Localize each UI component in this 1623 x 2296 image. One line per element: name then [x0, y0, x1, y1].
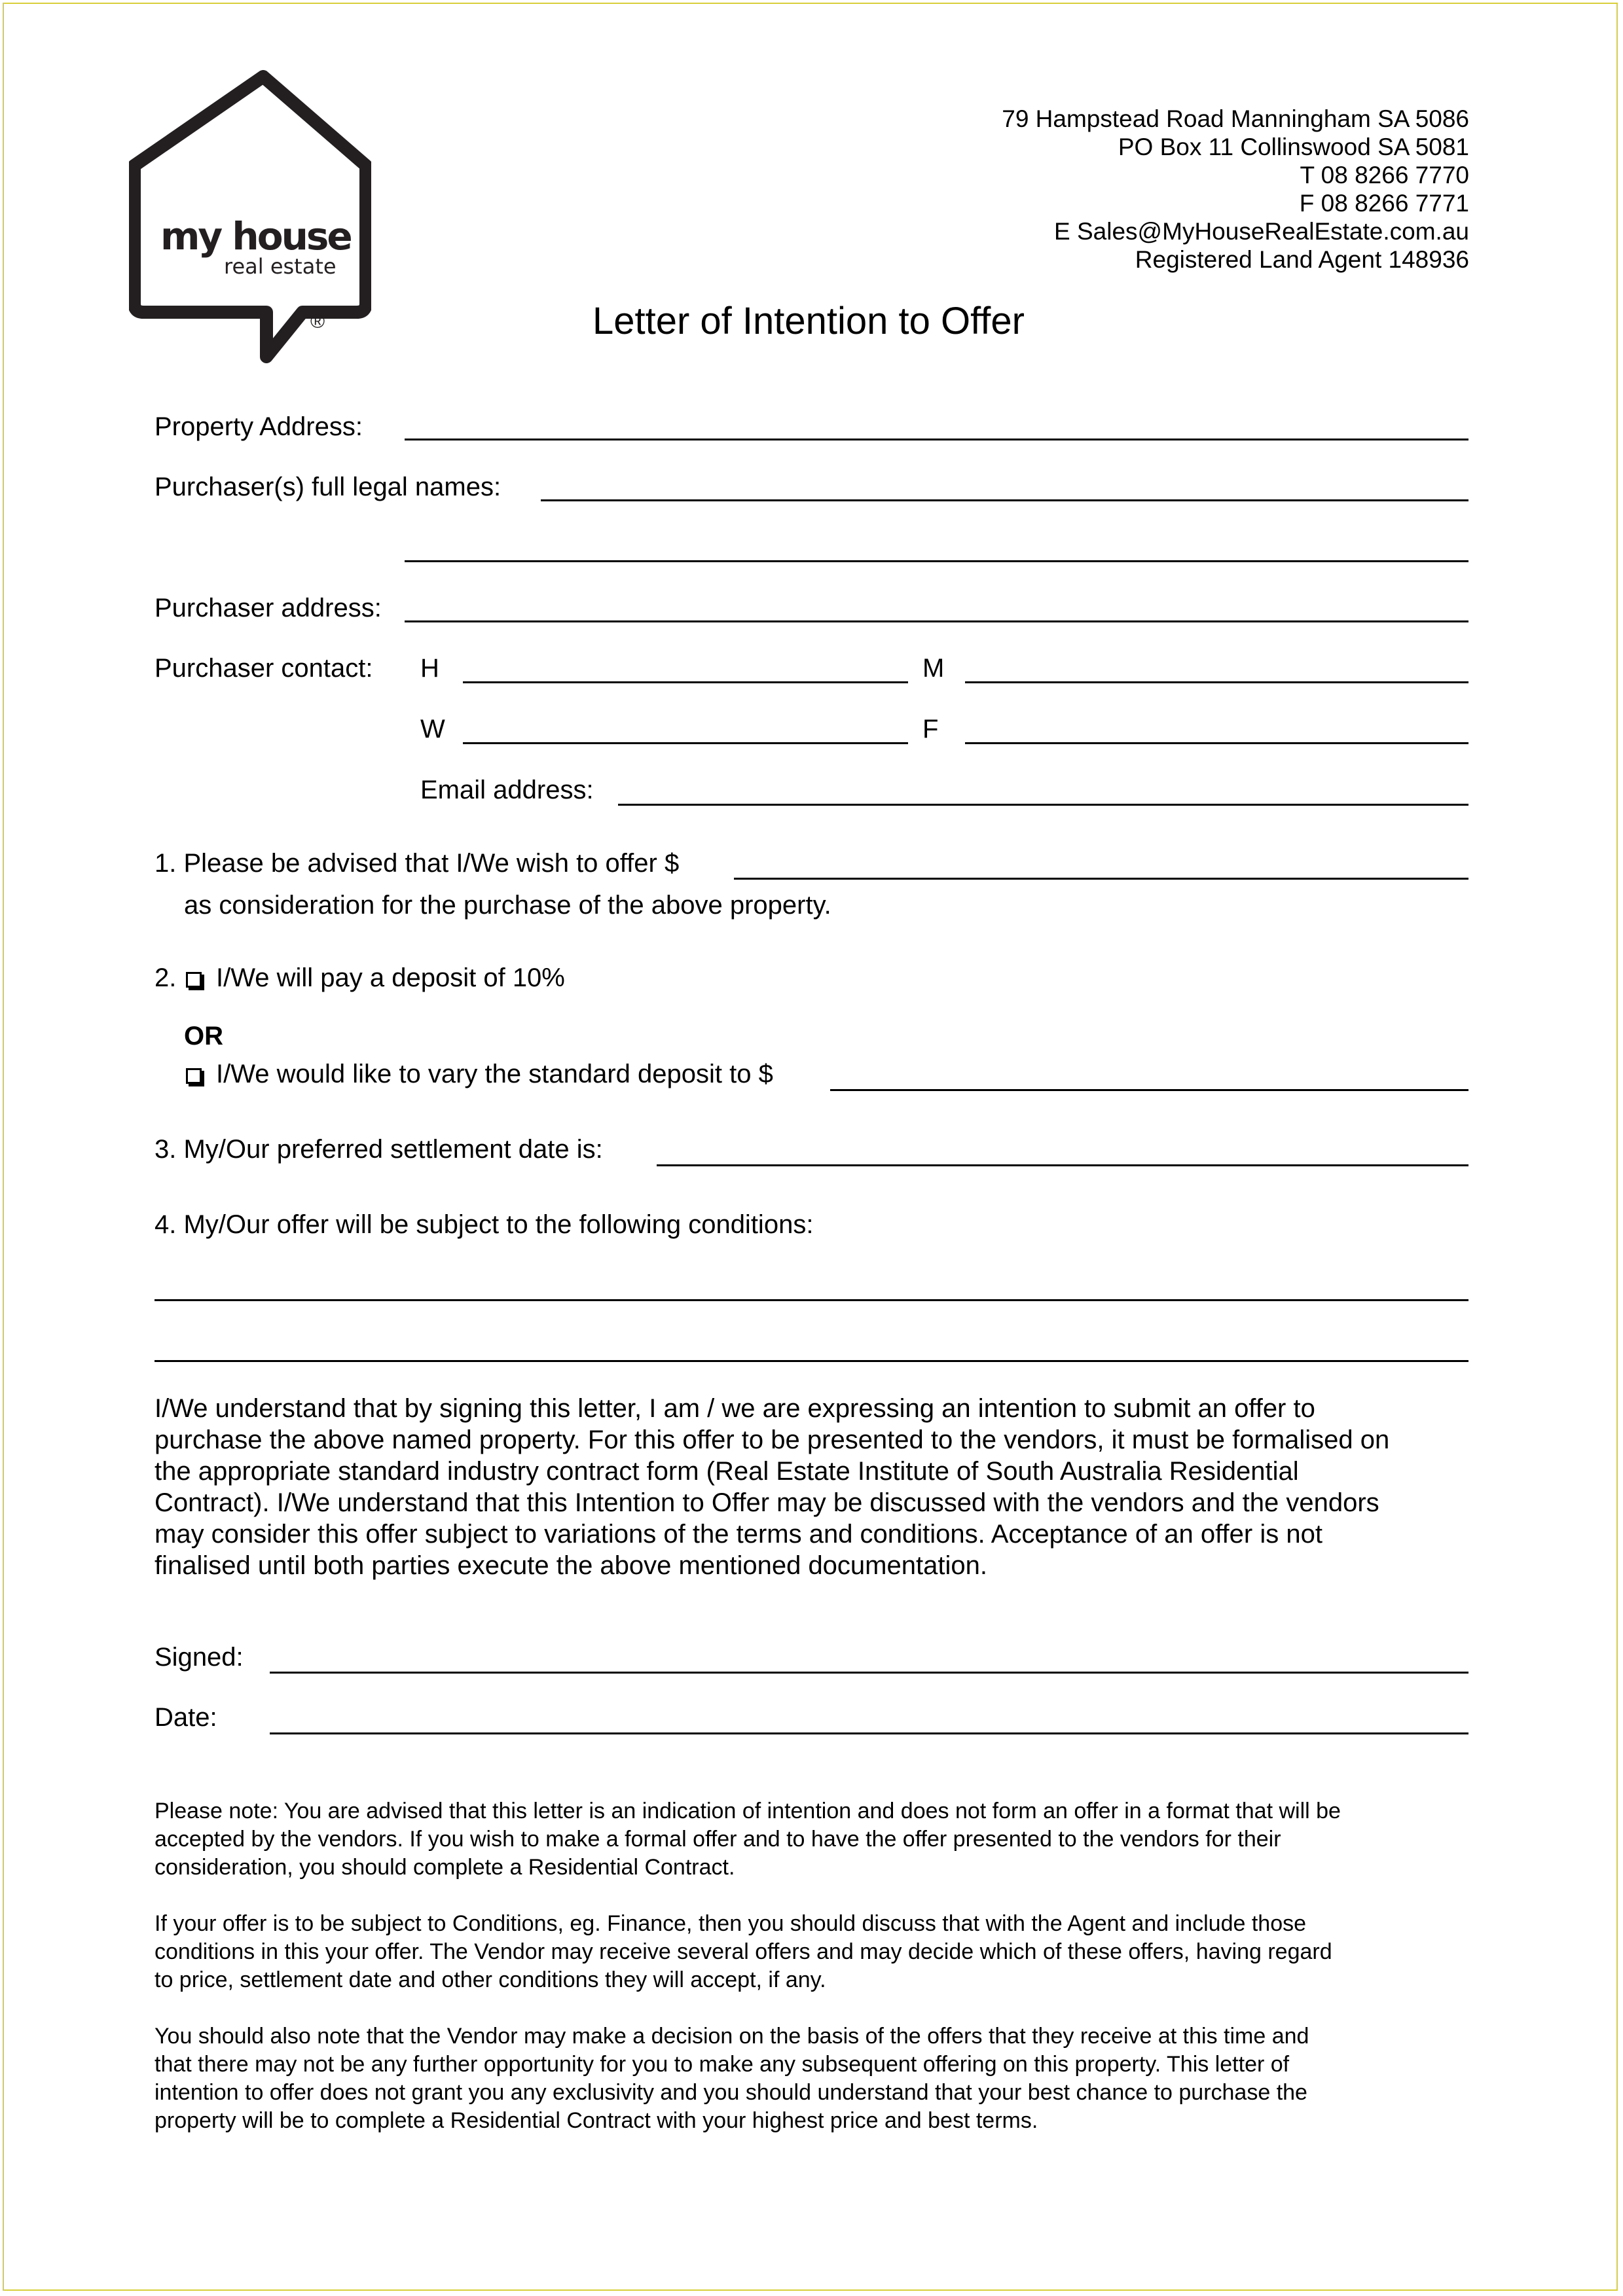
- note-line: that there may not be any further opportunity for you to make any subsequent offering on this property. This letter of: [155, 2052, 1290, 2077]
- note-line: If your offer is to be subject to Conditions, eg. Finance, then you should discuss that with the Agent and include those: [155, 1911, 1307, 1936]
- deposit-option-standard-label: I/We will pay a deposit of 10%: [216, 963, 565, 992]
- declaration-line: may consider this offer subject to variations of the terms and conditions. Acceptance of an offer is not: [155, 1520, 1322, 1549]
- note-paragraph-2: [155, 1910, 1332, 1994]
- settlement-date-label: 3. My/Our preferred settlement date is:: [155, 1135, 603, 1164]
- property-address-field[interactable]: [405, 439, 1468, 440]
- contact-po-box: PO Box 11 Collinswood SA 5081: [1118, 134, 1469, 160]
- note-line: Please note: You are advised that this letter is an indication of intention and does not form an offer in a format that will be: [155, 1799, 1341, 1823]
- declaration-line: finalised until both parties execute the above mentioned documentation.: [155, 1551, 987, 1580]
- mobile-phone-field[interactable]: [965, 681, 1468, 683]
- contact-agent: Registered Land Agent 148936: [1135, 246, 1469, 273]
- deposit-item-number: 2.: [155, 963, 177, 992]
- note-line: property will be to complete a Residential Contract with your highest price and best terms.: [155, 2108, 1038, 2133]
- checkbox-icon[interactable]: [186, 1068, 202, 1084]
- contact-fax: F 08 8266 7771: [1299, 190, 1469, 217]
- note-line: consideration, you should complete a Residential Contract.: [155, 1855, 735, 1880]
- registered-mark: ®: [310, 311, 325, 332]
- offer-amount-field[interactable]: [734, 878, 1468, 880]
- fax-label: F: [922, 715, 939, 744]
- deposit-option-vary[interactable]: [186, 1061, 773, 1087]
- purchaser-address-label: Purchaser address:: [155, 594, 382, 622]
- offer-amount-continuation: as consideration for the purchase of the above property.: [184, 891, 831, 920]
- offer-amount-label: 1. Please be advised that I/We wish to offer $: [155, 849, 680, 878]
- deposit-option-vary-label: I/We would like to vary the standard deposit to $: [216, 1060, 773, 1088]
- work-phone-field[interactable]: [463, 742, 908, 744]
- purchaser-contact-label: Purchaser contact:: [155, 654, 373, 683]
- note-line: accepted by the vendors. If you wish to make a formal offer and to have the offer presented to the vendors for their: [155, 1827, 1281, 1852]
- page-title: Letter of Intention to Offer: [593, 300, 1025, 342]
- note-line: to price, settlement date and other conditions they will accept, if any.: [155, 1967, 826, 1992]
- declaration-line: the appropriate standard industry contract form (Real Estate Institute of South Australia Residential: [155, 1457, 1299, 1486]
- work-phone-label: W: [420, 715, 445, 744]
- home-phone-field[interactable]: [463, 681, 908, 683]
- conditions-field-1[interactable]: [155, 1299, 1468, 1301]
- note-line: You should also note that the Vendor may make a decision on the basis of the offers that they receive at this time and: [155, 2024, 1309, 2049]
- date-label: Date:: [155, 1703, 217, 1732]
- purchaser-names-label: Purchaser(s) full legal names:: [155, 473, 501, 501]
- conditions-label: 4. My/Our offer will be subject to the following conditions:: [155, 1210, 814, 1239]
- company-logo: [129, 69, 371, 363]
- declaration-line: purchase the above named property. For this offer to be presented to the vendors, it must be formalised on: [155, 1426, 1390, 1454]
- fax-field[interactable]: [965, 742, 1468, 744]
- note-paragraph-3: [155, 2022, 1309, 2135]
- logo-wordmark: my house: [160, 214, 351, 259]
- purchaser-names-field-2[interactable]: [405, 560, 1468, 562]
- purchaser-names-field[interactable]: [541, 499, 1468, 501]
- signature-field[interactable]: [270, 1672, 1468, 1674]
- note-line: intention to offer does not grant you any exclusivity and you should understand that your best chance to purchase the: [155, 2080, 1307, 2105]
- signed-label: Signed:: [155, 1643, 244, 1672]
- note-paragraph-1: [155, 1797, 1341, 1882]
- deposit-amount-field[interactable]: [830, 1089, 1468, 1091]
- home-phone-label: H: [420, 654, 439, 683]
- declaration-paragraph: [155, 1393, 1389, 1581]
- conditions-field-2[interactable]: [155, 1360, 1468, 1362]
- deposit-or-label: OR: [184, 1022, 223, 1050]
- purchaser-address-field[interactable]: [405, 620, 1468, 622]
- contact-phone: T 08 8266 7770: [1300, 162, 1469, 188]
- email-field[interactable]: [618, 804, 1468, 806]
- settlement-date-field[interactable]: [657, 1164, 1468, 1166]
- property-address-label: Property Address:: [155, 412, 363, 441]
- date-field[interactable]: [270, 1732, 1468, 1734]
- deposit-option-standard[interactable]: [186, 965, 565, 991]
- mobile-phone-label: M: [922, 654, 945, 683]
- contact-email: E Sales@MyHouseRealEstate.com.au: [1054, 218, 1469, 245]
- email-label: Email address:: [420, 776, 594, 804]
- logo-tagline: real estate: [224, 254, 337, 279]
- contact-address: 79 Hampstead Road Manningham SA 5086: [1002, 105, 1469, 132]
- declaration-line: I/We understand that by signing this letter, I am / we are expressing an intention to submit an offer to: [155, 1394, 1315, 1423]
- declaration-line: Contract). I/We understand that this Intention to Offer may be discussed with the vendors and the vendors: [155, 1488, 1379, 1517]
- note-line: conditions in this your offer. The Vendor may receive several offers and may decide which of these offers, having regard: [155, 1939, 1332, 1964]
- checkbox-icon[interactable]: [186, 972, 202, 988]
